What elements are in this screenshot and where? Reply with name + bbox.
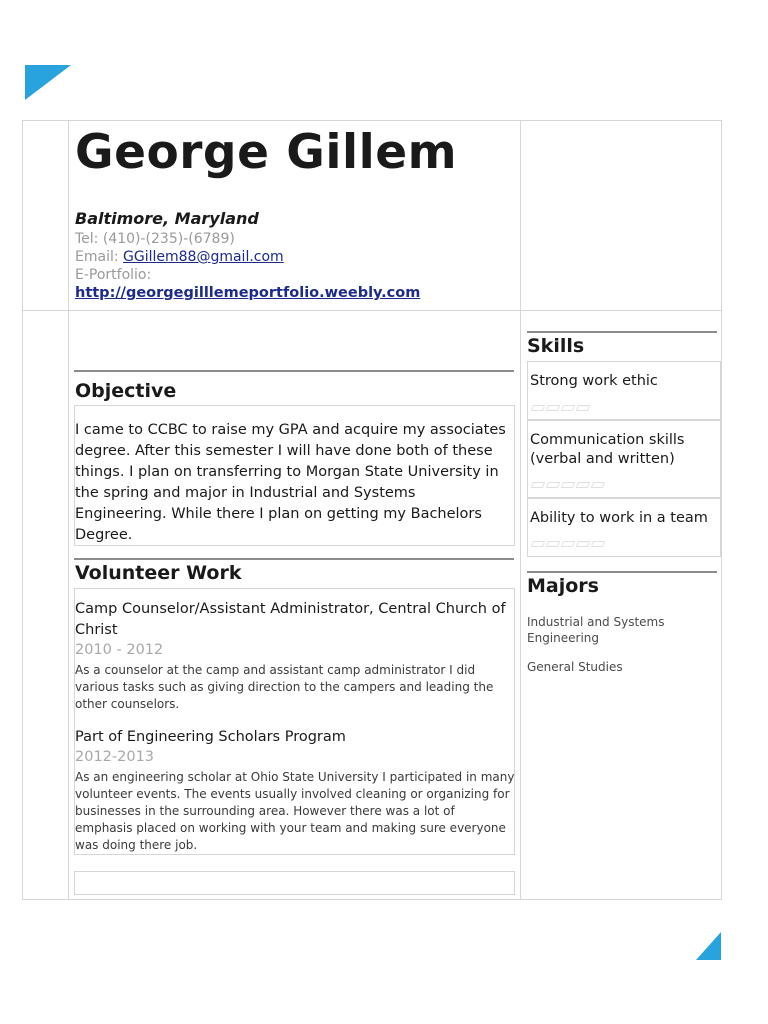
objective-text: I came to CCBC to raise my GPA and acquire my associates degree. After this semester I will have done both of these things. I plan on transferring to Morgan State University in the spring and major in Industrial and Systems Engineering. While there I plan on getting my Bachelors Degree.: [75, 422, 506, 543]
rating-dot: [576, 541, 590, 547]
volunteer-role: Camp Counselor/Assistant Administrator, Central Church of Christ: [75, 601, 506, 638]
rating-dot: [591, 541, 605, 547]
volunteer-dates: 2010 - 2012: [75, 642, 164, 658]
skill-label: Strong work ethic: [530, 373, 658, 389]
volunteer-dates: 2012-2013: [75, 749, 155, 765]
rating-dot: [531, 541, 545, 547]
column-divider-right: [520, 121, 521, 899]
rating-dot: [576, 405, 590, 411]
volunteer-description: As a counselor at the camp and assistant camp administrator I did various tasks such as giving direction to the campers and leading the other counselors.: [75, 663, 494, 711]
resume-frame: [22, 120, 722, 900]
skills-heading: Skills: [527, 335, 585, 357]
email-line: [75, 249, 284, 265]
rating-dot: [546, 482, 560, 488]
rating-dot: [531, 405, 545, 411]
majors-rule: [527, 571, 717, 573]
major-item: Industrial and Systems Engineering: [527, 615, 665, 645]
header-divider: [23, 310, 721, 311]
rating-dot: [561, 541, 575, 547]
skills-rule: [527, 331, 717, 333]
candidate-name: George Gillem: [75, 125, 458, 180]
skill-rating: [532, 482, 604, 488]
rating-dot: [546, 405, 560, 411]
volunteer-box: [74, 588, 515, 855]
phone-value: (410)-(235)-(6789): [102, 231, 235, 247]
skill-rating: [532, 541, 604, 547]
volunteer-heading: Volunteer Work: [75, 562, 242, 584]
skill-rating: [532, 405, 589, 411]
corner-decoration-bottom-right: [696, 932, 721, 960]
rating-dot: [561, 405, 575, 411]
corner-decoration-top-left: [25, 65, 71, 100]
portfolio-link[interactable]: http://georgegilllemeportfolio.weebly.com: [75, 285, 421, 301]
rating-dot: [531, 482, 545, 488]
email-label: Email:: [75, 249, 119, 265]
major-item: General Studies: [527, 660, 623, 674]
skill-label: Communication skills (verbal and written): [530, 432, 685, 467]
phone-label: Tel:: [75, 231, 99, 247]
objective-box: [74, 405, 515, 546]
column-divider-left: [68, 121, 69, 899]
majors-heading: Majors: [527, 575, 599, 597]
skill-item: [527, 420, 721, 498]
volunteer-role: Part of Engineering Scholars Program: [75, 729, 346, 745]
rating-dot: [591, 482, 605, 488]
skill-item: [527, 498, 721, 557]
volunteer-rule: [74, 558, 514, 560]
skill-label: Ability to work in a team: [530, 510, 708, 526]
volunteer-description: As an engineering scholar at Ohio State University I participated in many volunteer events. The events usually involved cleaning or organizing for businesses in the surrounding area. However there was a lot of emphasis placed on working with your team and making sure everyone was doing there job.: [75, 770, 515, 852]
email-link[interactable]: GGillem88@gmail.com: [123, 249, 284, 265]
rating-dot: [561, 482, 575, 488]
objective-rule: [74, 370, 514, 372]
objective-heading: Objective: [75, 380, 177, 402]
rating-dot: [576, 482, 590, 488]
skill-item: [527, 361, 721, 420]
candidate-location: Baltimore, Maryland: [75, 209, 259, 228]
phone-line: [75, 231, 235, 247]
empty-section-box: [74, 871, 515, 895]
rating-dot: [546, 541, 560, 547]
portfolio-label: E-Portfolio:: [75, 267, 152, 283]
